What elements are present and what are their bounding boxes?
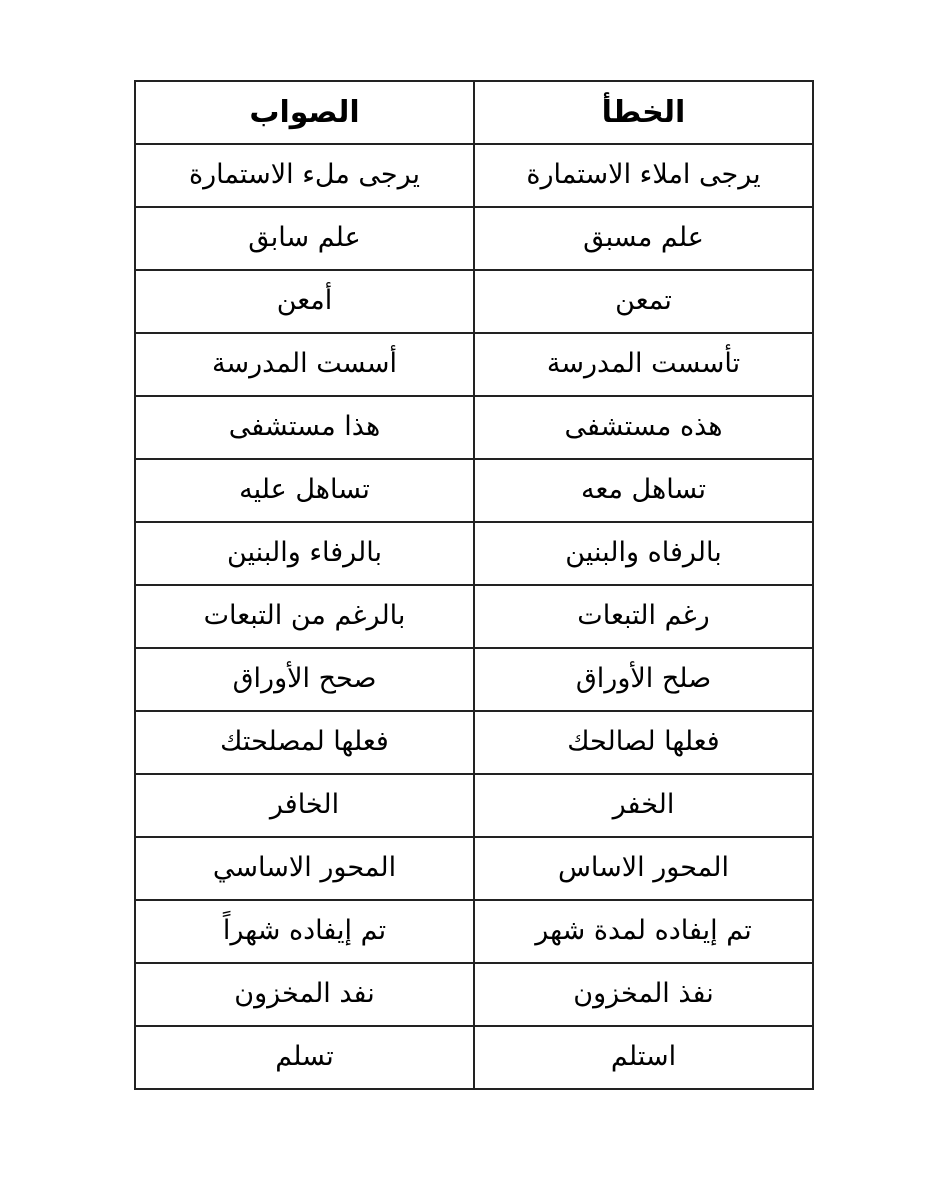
wrong-cell: تساهل معه xyxy=(474,459,813,522)
table-row xyxy=(135,1026,813,1089)
wrong-cell: يرجى املاء الاستمارة xyxy=(474,144,813,207)
table-row xyxy=(135,900,813,963)
correct-cell: يرجى ملء الاستمارة xyxy=(135,144,474,207)
correct-cell: هذا مستشفى xyxy=(135,396,474,459)
header-correct: الصواب xyxy=(135,81,474,144)
correct-cell: علم سابق xyxy=(135,207,474,270)
table-row xyxy=(135,774,813,837)
wrong-cell: بالرفاه والبنين xyxy=(474,522,813,585)
wrong-cell: تم إيفاده لمدة شهر xyxy=(474,900,813,963)
correct-cell: بالرغم من التبعات xyxy=(135,585,474,648)
wrong-cell: علم مسبق xyxy=(474,207,813,270)
correct-cell: تم إيفاده شهراً xyxy=(135,900,474,963)
correct-cell: أسست المدرسة xyxy=(135,333,474,396)
wrong-cell: تأسست المدرسة xyxy=(474,333,813,396)
table-row xyxy=(135,711,813,774)
correction-table-container xyxy=(134,80,814,1090)
wrong-cell: استلم xyxy=(474,1026,813,1089)
table-row xyxy=(135,522,813,585)
header-wrong: الخطأ xyxy=(474,81,813,144)
table-row xyxy=(135,144,813,207)
wrong-cell: صلح الأوراق xyxy=(474,648,813,711)
correct-cell: المحور الاساسي xyxy=(135,837,474,900)
wrong-cell: هذه مستشفى xyxy=(474,396,813,459)
correct-cell: تساهل عليه xyxy=(135,459,474,522)
table-row xyxy=(135,459,813,522)
correct-cell: الخافر xyxy=(135,774,474,837)
wrong-cell: الخفر xyxy=(474,774,813,837)
table-row xyxy=(135,648,813,711)
correct-cell: تسلم xyxy=(135,1026,474,1089)
wrong-cell: رغم التبعات xyxy=(474,585,813,648)
table-row xyxy=(135,333,813,396)
table-row xyxy=(135,396,813,459)
correct-cell: أمعن xyxy=(135,270,474,333)
wrong-cell: تمعن xyxy=(474,270,813,333)
table-row xyxy=(135,963,813,1026)
table-row xyxy=(135,270,813,333)
wrong-cell: المحور الاساس xyxy=(474,837,813,900)
correct-cell: صحح الأوراق xyxy=(135,648,474,711)
correct-cell: فعلها لمصلحتك xyxy=(135,711,474,774)
corrections-table xyxy=(134,80,814,1090)
correct-cell: بالرفاء والبنين xyxy=(135,522,474,585)
table-row xyxy=(135,207,813,270)
table-row xyxy=(135,585,813,648)
table-header-row xyxy=(135,81,813,144)
correct-cell: نفد المخزون xyxy=(135,963,474,1026)
wrong-cell: نفذ المخزون xyxy=(474,963,813,1026)
wrong-cell: فعلها لصالحك xyxy=(474,711,813,774)
table-row xyxy=(135,837,813,900)
